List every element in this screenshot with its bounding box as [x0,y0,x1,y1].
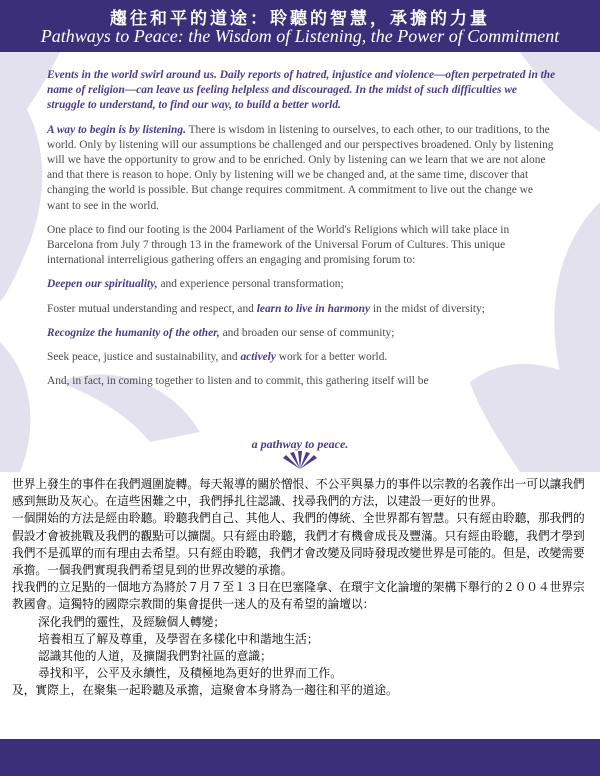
forum-item-4-highlight: actively [240,351,276,364]
pathway-tagline: a pathway to peace. [251,437,349,451]
chinese-paragraph-3: 找我們的立足點的一個地方為將於７月７至１３日在巴塞隆拿、在環宇文化論壇的架構下舉行的２００４世界宗教國會。這獨特的國際宗教間的集會提供一迷人的及有希望的論壇以： [12,580,585,612]
english-body [47,68,557,398]
chinese-item-3: 認識其他的人道，及擴闊我們對社區的意識； [38,649,272,664]
forum-item-1 [47,277,557,292]
forum-item-2-post: in the midst of diversity; [370,302,485,315]
chinese-paragraph-2: 一個開始的方法是經由聆聽。聆聽我們自己、其他人、我們的傳統、全世界都有智慧。只有經由聆聽，那我們的假設才會被挑戰及我們的觀點可以擴闊。只有經由聆聽，我們才有機會成長及豐滿。只有經由聆聽，我們才學到我們不是孤單的而有理由去希望。只有經由聆聽，我們才會改變及同時發現改變世界是可能的。但是，改變需要承擔。一個我們實現我們希望見到的世界改變的承擔。 [12,511,585,578]
english-paragraph-2: One place to find our footing is the 2004 Parliament of the World's Religions which will take place in Barcelona from July 7 through 13 in the framework of the Universal Forum of Cultures. This unique international interreligious gathering offers an engaging and promising forum to: [47,223,510,267]
forum-item-4 [47,350,557,365]
chinese-item-2: 培養相互了解及尊重，及學習在多樣化中和諧地生活； [38,631,319,646]
chinese-item-4: 尋找和平，公平及永續性，及積極地為更好的世界而工作。 [38,666,342,681]
forum-item-1-highlight: Deepen our spirituality, [47,278,158,291]
chinese-paragraph-1: 世界上發生的事件在我們週圍旋轉。每天報導的關於憎恨、不公平與暴力的事件以宗教的名義作出一可以讓我們感到無助及灰心。在這些困難之中，我們掙扎往認識、找尋我們的方法，以建設一更好的世界。 [12,477,585,509]
chinese-item-1: 深化我們的靈性，及經驗個人轉變； [38,614,226,629]
forum-item-3-text: and broaden our sense of community; [219,326,395,339]
english-intro: Events in the world swirl around us. Daily reports of hatred, injustice and violence—often perpetrated in the name of religion—can leave us feeling helpless and discouraged. In the midst of such difficulties we struggle to understand, to find our way, to build a better world. [47,69,556,112]
forum-item-4-pre: Seek peace, justice and sustainability, and [47,351,241,364]
forum-item-2-pre: Foster mutual understanding and respect, and [47,302,257,315]
footer-banner [0,739,600,776]
sunburst-icon [280,449,320,471]
listening-lead: A way to begin is by listening. [47,123,186,136]
chinese-closing: 及，實際上，在聚集一起聆聽及承擔，這聚會本身將為一趨往和平的道途。 [12,683,398,698]
forum-item-3 [47,326,557,341]
english-paragraph-1 [47,123,557,214]
english-title: Pathways to Peace: the Wisdom of Listening, the Power of Commitment [40,26,560,46]
header-banner [0,0,600,52]
forum-item-3-highlight: Recognize the humanity of the other, [47,326,220,339]
listening-body: There is wisdom in listening to ourselves, to each other, to our traditions, to the world. Only by listening will our assumptions be challenged and our perspectives broadened. Only by listening will we have the opportunity to grow and to be enriched. Only by listening can we learn that we are not alone and that there is reason to hope. Only by listening will we be changed and, at the same time, discover that changing the world is possible. But change requires commitment. A commitment to live out the change we want to see in the world. [47,123,554,212]
forum-item-1-text: and experience personal transformation; [157,278,344,291]
forum-item-2-highlight: learn to live in harmony [256,302,371,315]
english-closing: And, in fact, in coming together to listen and to commit, this gathering itself will be [47,375,429,388]
chinese-title: 趨往和平的道途：聆聽的智慧，承擔的力量 [110,9,490,29]
forum-item-4-post: work for a better world. [275,351,388,364]
forum-item-2 [47,302,557,317]
chinese-body [12,476,590,700]
